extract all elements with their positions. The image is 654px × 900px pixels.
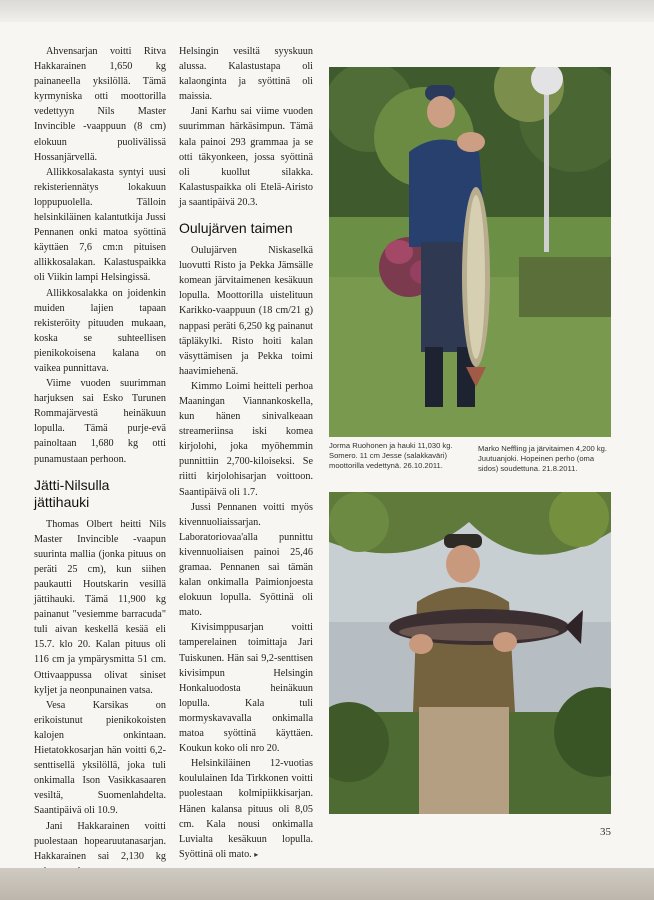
trout-photo — [329, 492, 611, 814]
paragraph: Thomas Olbert heitti Nils Master Invincible -vaapun suurinta mallia (jonka pituus on peräti 25 cm), kun siihen paukautti Houtskarin vesillä jättihauki. Tämä 11,900 kg painanut "vesiemme barracuda" tuli aivan keskellä kesää eli 15.7. klo 20. Kalan pituus oli 116 cm ja ympärysmitta 51 cm. Ottivaappussa olivat siniset kyljet ja neonpunainen vatsa. — [34, 518, 166, 696]
page-number: 35 — [600, 826, 611, 838]
paragraph: Ahvensarjan voitti Ritva Hakkarainen 1,650 kg painaneella yksilöllä. Tämä kyrmyniska otti moottorilla vedettyyn Nils Master Invincible -vaappuun (8 cm) elokuun puolivälissä Hossanjärvellä. — [34, 46, 166, 163]
trout-photo-caption: Marko Neffling ja järvitaimen 4,200 kg. Juutuanjoki. Hopeinen perho (oma sidos) soudettuna. 21.8.2011. — [478, 444, 608, 474]
pike-photo-illustration — [329, 67, 611, 437]
trout-photo-illustration — [329, 492, 611, 814]
paragraph: Helsingin vesiltä syyskuun alussa. Kalastustapa oli kalaonginta ja syöttinä oli maissia. — [179, 46, 313, 103]
paragraph-text: Helsinkiläinen 12-vuotias koululainen Ida Tirkkonen voitti puolestaan kolmipiikkisarjan. Hänen kalansa pituus oli 8,05 cm. Kala nousi onkimalla Luvialta kesäkuun lopulla. Syöttinä oli mato. — [179, 758, 313, 860]
paragraph: Jani Karhu sai viime vuoden suurimman härkäsimpun. Tämä kala painoi 293 grammaa ja se otti täkyonkeen, jossa syöttinä oli kuollut silakka. Kalastuspaikka oli Etelä-Airisto ja saantipäivä 20.3. — [179, 106, 313, 208]
paragraph: Viime vuoden suurimman harjuksen sai Esko Turunen Rommajärvestä heinäkuun lopulla. Tämä purje-evä painoltaan 1,680 kg otti punamustaan perhoon. — [34, 378, 166, 465]
paragraph: Kivisimppusarjan voitti tamperelainen toimittaja Jari Tuiskunen. Hän sai 9,2-senttisen kivisimpun Helsingin Honkaluodosta heinäkuun lopulla. Kala tuli mormyskavavalla onkimalla matoa syöttinä käyttäen. Koukun koko oli nro 20. — [179, 622, 313, 755]
paragraph — [179, 756, 313, 862]
pike-photo-caption: Jorma Ruohonen ja hauki 11,030 kg. Somero. 11 cm Jesse (salakkaväri) moottorilla vedettynä. 26.10.2011. — [329, 441, 453, 471]
paragraph: Vesa Karsikas on erikoistunut pienikokoisten kalojen onkintaan. Hietatokkosarjan hän voitti 6,2-senttisellä yksilöllä, joka tuli onkimalla Ison Vasikkasaaren vesiltä, Suomenlahdelta. Saantipäivä oli 10.9. — [34, 699, 166, 817]
scan-bottom-edge — [0, 868, 654, 900]
paragraph: Jani Hakkarainen voitti puolestaan hopearuutanasarjan. Hakkarainen sai 2,130 kg — [34, 820, 166, 862]
section-heading: Oulujärven taimen — [179, 220, 293, 237]
section-heading: Jätti-Nilsulla jättihauki — [34, 476, 110, 510]
paragraph: Kimmo Loimi heitteli perhoa Maaningan Viannankoskella, kun hänen sinivalkeaan streameriinsa iski komea kirjolohi, joka myöhemmin punnittiin 2,700-kiloiseksi. Se riitti kirjolohisarjan voittoon. Saantipäivä oli 1.7. — [179, 380, 313, 498]
end-mark-icon: ▸ — [254, 849, 259, 859]
text-column-1 — [34, 44, 166, 879]
text-column-2 — [179, 44, 313, 862]
paragraph: Allikkosalakka on joidenkin muiden lajien tapaan rekisteröity pituuden mukaan, koska se suhteellisen pienikokoisena kalana on vaikea punnittava. — [34, 287, 166, 374]
scan-top-edge — [0, 0, 654, 24]
paragraph: Jussi Pennanen voitti myös kivennuoliaissarjan. Laboratoriovaa'alla punnittu kivennuoliaisen painoi 25,46 gramaa. Pennanen sai tämän kalan onkimalla Paimionjoesta elokuun lopulla. Syöttinä oli mato. — [179, 501, 313, 619]
paragraph: Allikkosalakasta syntyi uusi rekisteriennätys lokakuun loppupuolella. Tälloin helsinkiläinen kalantutkija Jussi Pennanen onki matoa syöttinä käyttäen 7,6 cm:n pituisen allikkosalakan. Kalastuspaikka oli Viikin lampi Helsingissä. — [34, 166, 166, 284]
pike-photo — [329, 67, 611, 437]
paragraph: Oulujärven Niskaselkä luovutti Risto ja Pekka Jämsälle komean järvitaimenen kesäkuun lopulla. Moottorilla uistelituun Karikko-vaappuun (18 cm/21 g) nappasi peräti 6,250 kg painanut täpläkylki. Risto hoiti kalan väsyttämisen ja Pekka toimi haavimiehenä. — [179, 245, 313, 377]
